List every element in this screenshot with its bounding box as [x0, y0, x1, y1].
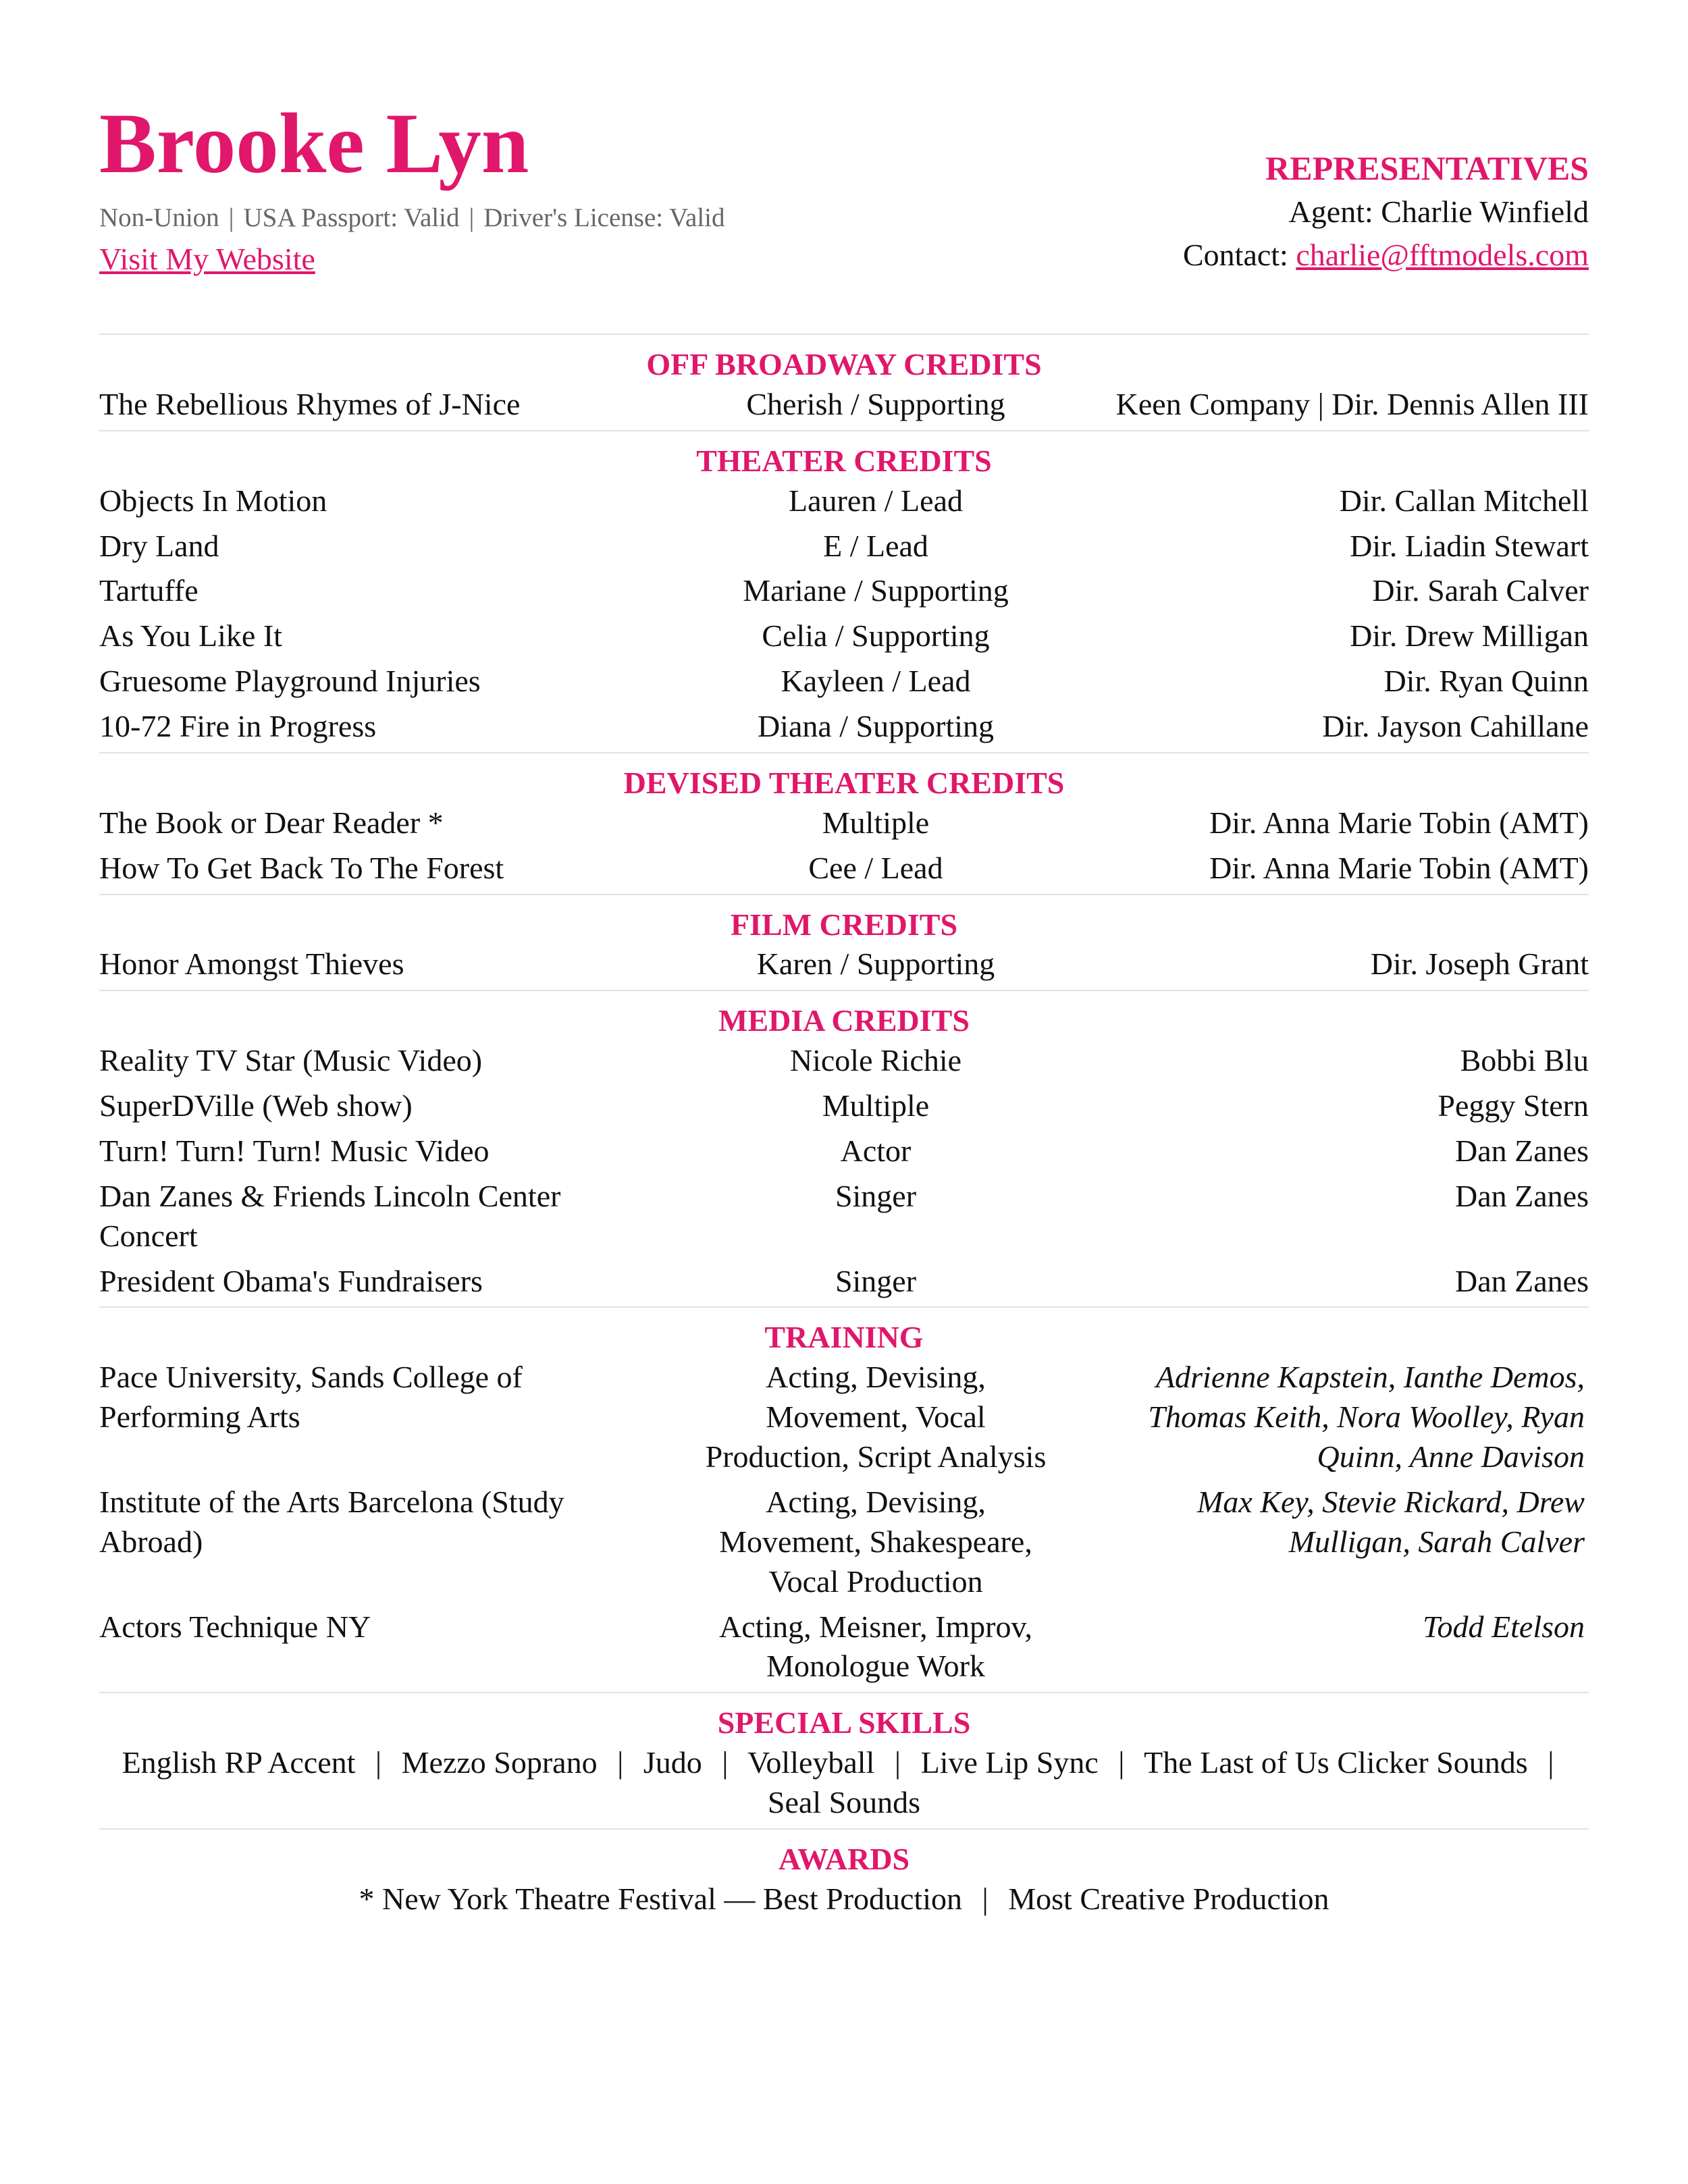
credit-title: Tartuffe: [99, 573, 199, 608]
credit-role: Cee / Lead: [808, 850, 943, 885]
off-broadway-credits: [99, 385, 1589, 425]
list-separator: |: [894, 1745, 901, 1780]
training-subjects: Acting, Meisner, Improv, Monologue Work: [718, 1609, 1033, 1684]
section-title-skills: SPECIAL SKILLS: [717, 1705, 971, 1740]
list-separator: |: [617, 1745, 624, 1780]
credit-director: Dir. Anna Marie Tobin (AMT): [1209, 850, 1589, 885]
credit-title: Gruesome Playground Injuries: [99, 664, 481, 699]
union-status: Non-Union: [99, 203, 219, 232]
credit-director: Dir. Joseph Grant: [1370, 947, 1589, 982]
training-school: Institute of the Arts Barcelona (Study Abroad): [99, 1484, 564, 1559]
awards-line: [99, 1880, 1589, 1919]
section-title-training: TRAINING: [764, 1320, 924, 1355]
meta-separator: |: [469, 203, 475, 232]
resume-header: [99, 97, 1589, 284]
credit-title: President Obama's Fundraisers: [99, 1263, 483, 1298]
credit-director: Dir. Ryan Quinn: [1383, 664, 1589, 699]
section-title-film: FILM CREDITS: [730, 907, 958, 942]
credit-director: Dir. Callan Mitchell: [1339, 483, 1589, 518]
credit-role: Diana / Supporting: [757, 709, 995, 743]
training-list: [99, 1358, 1589, 1686]
section-title-media: MEDIA CREDITS: [718, 1003, 970, 1038]
credit-director: Dan Zanes: [1455, 1133, 1589, 1168]
credit-title: As You Like It: [99, 618, 282, 654]
credit-row: [99, 944, 1589, 984]
credit-role: E / Lead: [823, 528, 928, 563]
credit-director: Dir. Anna Marie Tobin (AMT): [1209, 805, 1589, 840]
license-status: Driver's License: Valid: [483, 203, 725, 232]
training-row: [99, 1607, 1589, 1687]
skill-item: Judo: [643, 1745, 702, 1780]
resume-page: [99, 97, 1589, 1925]
credit-role: Mariane / Supporting: [743, 573, 1009, 608]
credit-title: Reality TV Star (Music Video): [99, 1043, 483, 1078]
actor-status-line: [99, 203, 725, 233]
credit-row: [99, 527, 1589, 566]
credit-title: The Rebellious Rhymes of J-Nice: [99, 386, 521, 421]
credit-row: [99, 385, 1589, 425]
credit-title: Honor Amongst Thieves: [99, 947, 404, 982]
passport-status: USA Passport: Valid: [243, 203, 460, 232]
list-separator: |: [722, 1745, 729, 1780]
credit-role: Singer: [835, 1263, 917, 1298]
credit-title: The Book or Dear Reader *: [99, 805, 444, 840]
film-credits: [99, 944, 1589, 984]
credit-title: Dry Land: [99, 528, 219, 563]
credit-row: [99, 1041, 1589, 1081]
devised-theater-credits: [99, 803, 1589, 888]
credit-row: [99, 481, 1589, 521]
credit-role: Lauren / Lead: [789, 483, 963, 518]
award-item: * New York Theatre Festival — Best Production: [359, 1881, 963, 1916]
training-row: [99, 1358, 1589, 1477]
credit-director: Dan Zanes: [1455, 1263, 1589, 1298]
credit-director: Keen Company | Dir. Dennis Allen III: [1115, 386, 1589, 421]
credit-title: Dan Zanes & Friends Lincoln Center Concert: [99, 1178, 561, 1253]
list-separator: |: [1118, 1745, 1125, 1780]
credit-row: [99, 803, 1589, 843]
representatives-title: REPRESENTATIVES: [1265, 149, 1589, 187]
credit-role: Singer: [835, 1178, 917, 1213]
credit-director: Dan Zanes: [1455, 1178, 1589, 1213]
credit-row: [99, 1086, 1589, 1126]
list-separator: |: [375, 1745, 382, 1780]
skill-item: Live Lip Sync: [920, 1745, 1099, 1780]
credit-role: Nicole Richie: [789, 1043, 962, 1078]
section-title-devised: DEVISED THEATER CREDITS: [623, 765, 1065, 800]
training-subjects: Acting, Devising, Movement, Shakespeare, Vocal Production: [719, 1484, 1032, 1599]
credit-role: Cherish / Supporting: [746, 386, 1005, 421]
credit-role: Kayleen / Lead: [781, 664, 971, 699]
skill-item: Mezzo Soprano: [401, 1745, 598, 1780]
credit-row: [99, 1131, 1589, 1171]
list-separator: |: [1548, 1745, 1554, 1780]
credit-title: 10-72 Fire in Progress: [99, 709, 377, 743]
list-separator: |: [982, 1881, 988, 1916]
website-link[interactable]: Visit My Website: [99, 242, 315, 276]
credit-director: Peggy Stern: [1438, 1088, 1589, 1123]
training-row: [99, 1483, 1589, 1602]
training-teachers: Max Key, Stevie Rickard, Drew Mulligan, Sarah Calver: [1197, 1484, 1585, 1559]
credit-role: Multiple: [822, 1088, 930, 1123]
credit-director: Dir. Jayson Cahillane: [1322, 709, 1589, 743]
agent-line: Agent: Charlie Winfield: [1288, 194, 1589, 229]
media-credits: [99, 1041, 1589, 1301]
training-teachers: Adrienne Kapstein, Ianthe Demos, Thomas Keith, Nora Woolley, Ryan Quinn, Anne Davison: [1148, 1360, 1585, 1474]
actor-name: Brooke Lyn: [99, 97, 529, 191]
skill-item: The Last of Us Clicker Sounds: [1144, 1745, 1528, 1780]
credit-row: [99, 1177, 1589, 1256]
special-skills-line: [99, 1743, 1589, 1823]
credit-title: SuperDVille (Web show): [99, 1088, 413, 1123]
credit-role: Actor: [840, 1133, 912, 1168]
section-title-off-broadway: OFF BROADWAY CREDITS: [646, 347, 1042, 381]
theater-credits: [99, 481, 1589, 747]
skill-item: Volleyball: [747, 1745, 875, 1780]
credit-director: Dir. Drew Milligan: [1350, 618, 1589, 654]
training-teachers: Todd Etelson: [1423, 1609, 1585, 1644]
credit-director: Dir. Sarah Calver: [1372, 573, 1589, 608]
credit-role: Celia / Supporting: [762, 618, 990, 654]
section-title-theater: THEATER CREDITS: [696, 443, 992, 478]
credit-row: [99, 1262, 1589, 1302]
credit-title: Turn! Turn! Turn! Music Video: [99, 1133, 490, 1168]
credit-row: [99, 616, 1589, 656]
training-subjects: Acting, Devising, Movement, Vocal Production, Script Analysis: [705, 1360, 1047, 1474]
credit-title: How To Get Back To The Forest: [99, 850, 504, 885]
credit-row: [99, 662, 1589, 701]
skill-item: Seal Sounds: [767, 1785, 921, 1819]
credit-row: [99, 849, 1589, 888]
award-item: Most Creative Production: [1008, 1881, 1329, 1916]
credit-row: [99, 571, 1589, 611]
training-school: Pace University, Sands College of Performing Arts: [99, 1360, 523, 1435]
skill-item: English RP Accent: [122, 1745, 356, 1780]
contact-email-link[interactable]: charlie@fftmodels.com: [1296, 238, 1589, 273]
section-title-awards: AWARDS: [778, 1841, 910, 1876]
contact-line: [1183, 234, 1589, 277]
meta-separator: |: [228, 203, 234, 232]
credit-role: Karen / Supporting: [756, 947, 995, 982]
contact-label: Contact:: [1182, 238, 1296, 273]
credit-director: Dir. Liadin Stewart: [1350, 528, 1589, 563]
training-school: Actors Technique NY: [99, 1609, 371, 1644]
credit-director: Bobbi Blu: [1460, 1043, 1589, 1078]
credit-role: Multiple: [822, 805, 930, 840]
credit-title: Objects In Motion: [99, 483, 327, 518]
representatives-block: [1183, 147, 1589, 277]
credit-row: [99, 707, 1589, 747]
